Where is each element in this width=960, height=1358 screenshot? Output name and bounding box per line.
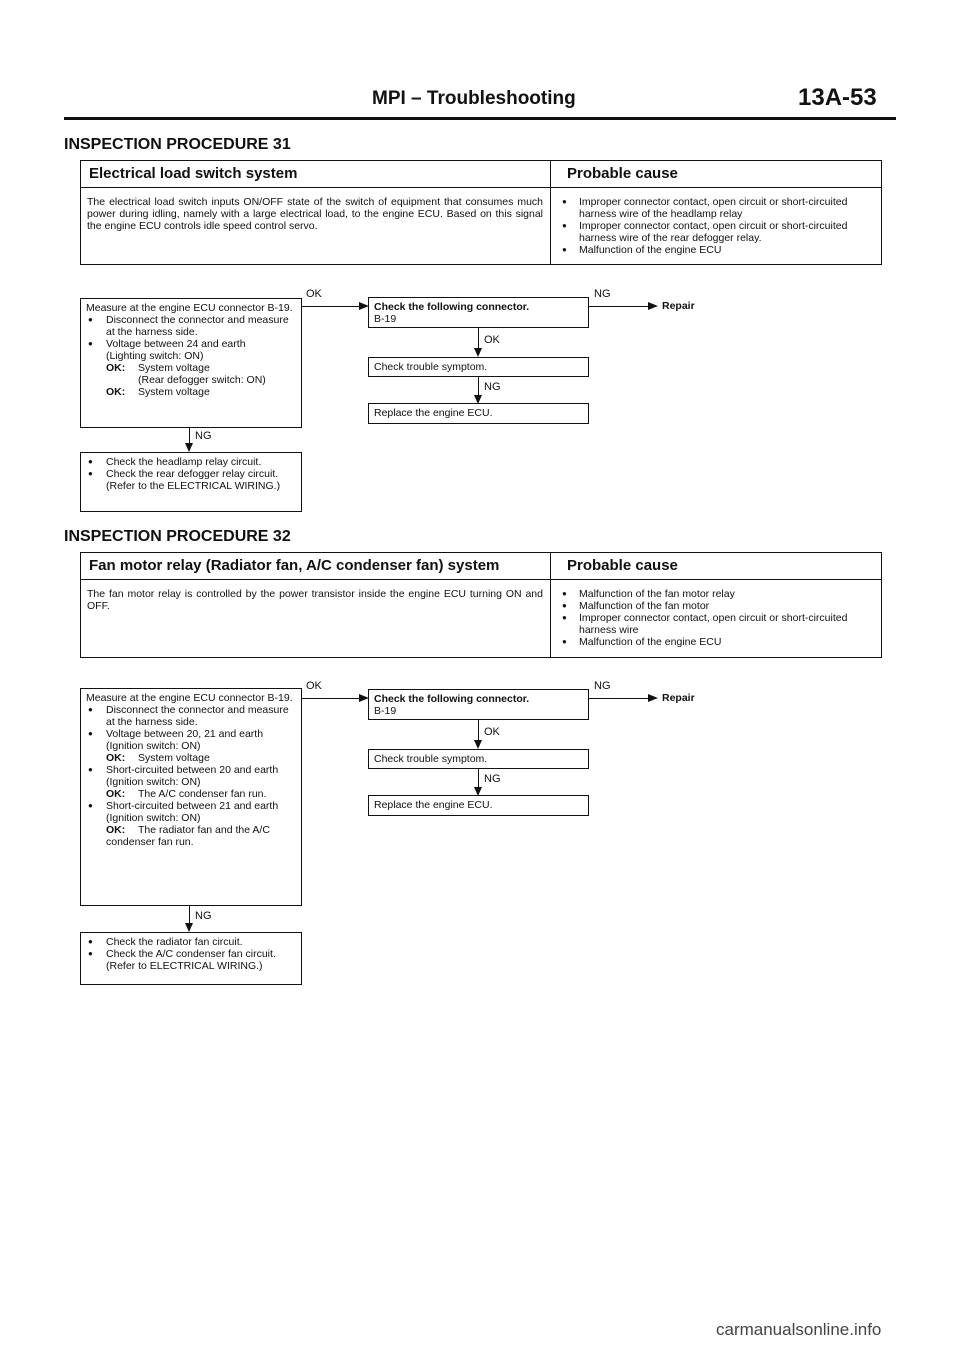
arrow-down-icon	[185, 923, 193, 932]
page-title: MPI – Troubleshooting	[372, 88, 576, 109]
arrow-right-icon	[648, 694, 658, 702]
connector-id: B-19	[374, 705, 397, 717]
ng-action: ● Check the headlamp relay circuit.	[86, 456, 296, 468]
flow-line	[302, 306, 360, 307]
ok-value: System voltage	[138, 386, 210, 398]
system-name: Electrical load switch system	[89, 165, 298, 182]
flow-line	[478, 328, 479, 350]
flow-ok-label: OK	[484, 334, 500, 346]
ok-label: OK:	[106, 824, 126, 836]
cause-item: ● Malfunction of the fan motor relay	[559, 588, 873, 600]
arrow-down-icon	[185, 443, 193, 452]
check-symptom-text: Check trouble symptom.	[374, 753, 488, 765]
replace-ecu-text: Replace the engine ECU.	[374, 407, 493, 419]
measure-box	[80, 688, 302, 906]
system-name: Fan motor relay (Radiator fan, A/C condenser fan) system	[89, 557, 500, 574]
flow-line	[478, 720, 479, 742]
cause-item: ● Improper connector contact, open circuit or short-circuited harness wire	[559, 612, 873, 636]
flow-ng-label: NG	[195, 910, 212, 922]
procedure-31-body-row	[80, 187, 882, 265]
flow-ok-label: OK	[484, 726, 500, 738]
connector-check-title: Check the following connector.	[374, 693, 530, 705]
page-code: 13A-53	[798, 84, 877, 111]
arrow-down-icon	[474, 740, 482, 749]
measure-intro: Measure at the engine ECU connector B-19.	[86, 692, 293, 704]
flow-line	[189, 428, 190, 444]
replace-ecu-text: Replace the engine ECU.	[374, 799, 493, 811]
connector-check-box	[368, 689, 589, 720]
flow-ok-label: OK	[306, 288, 322, 300]
measure-step: ● Disconnect the connector and measure at the harness side.	[86, 314, 296, 338]
probable-cause-list	[559, 196, 873, 256]
cause-item: ● Malfunction of the fan motor	[559, 600, 873, 612]
ok-label: OK:	[106, 362, 126, 374]
ng-action: ● Check the A/C condenser fan circuit. (Refer to ELECTRICAL WIRING.)	[86, 948, 296, 972]
ok-label: OK:	[106, 386, 126, 398]
repair-label: Repair	[662, 300, 695, 312]
probable-cause-heading: Probable cause	[567, 165, 678, 182]
check-symptom-box	[368, 357, 589, 377]
measure-step-text: Short-circuited between 20 and earth	[106, 764, 279, 776]
arrow-down-icon	[474, 348, 482, 357]
header-rule	[64, 117, 896, 120]
ng-action-box	[80, 932, 302, 985]
connector-id: B-19	[374, 313, 397, 325]
flow-line	[302, 698, 360, 699]
system-description: The fan motor relay is controlled by the power transistor inside the engine ECU turning ON and OFF.	[87, 588, 543, 612]
measure-intro: Measure at the engine ECU connector B-19.	[86, 302, 293, 314]
measure-step-text: Short-circuited between 21 and earth	[106, 800, 279, 812]
measure-step	[86, 800, 296, 848]
cause-item: ● Malfunction of the engine ECU	[559, 244, 873, 256]
ng-action: ● Check the rear defogger relay circuit. (Refer to the ELECTRICAL WIRING.)	[86, 468, 296, 492]
measure-step: ● Disconnect the connector and measure at the harness side.	[86, 704, 296, 728]
check-symptom-box	[368, 749, 589, 769]
ok-value: System voltage	[138, 362, 210, 374]
ng-action-box	[80, 452, 302, 512]
ok-value: The A/C condenser fan run.	[138, 788, 267, 800]
cause-item: ● Malfunction of the engine ECU	[559, 636, 873, 648]
connector-check-title: Check the following connector.	[374, 301, 530, 313]
probable-cause-list	[559, 588, 873, 648]
replace-ecu-box	[368, 403, 589, 424]
flow-ng-label: NG	[484, 381, 501, 393]
condition: (Ignition switch: ON)	[106, 740, 201, 752]
condition: (Rear defogger switch: ON)	[138, 374, 266, 386]
measure-step	[86, 764, 296, 800]
condition: (Ignition switch: ON)	[106, 776, 201, 788]
procedure-32-header-row	[80, 552, 882, 580]
measure-step	[86, 338, 296, 398]
condition: (Lighting switch: ON)	[106, 350, 204, 362]
replace-ecu-box	[368, 795, 589, 816]
system-description: The electrical load switch inputs ON/OFF state of the switch of equipment that consumes much power during idling, namely with a large electrical load, to the engine ECU. Based on this signal the engine ECU controls idle speed control servo.	[87, 196, 543, 232]
cause-item: ● Improper connector contact, open circuit or short-circuited harness wire of the rear defogger relay.	[559, 220, 873, 244]
ng-action: ● Check the radiator fan circuit.	[86, 936, 296, 948]
measure-step-text: Voltage between 20, 21 and earth	[106, 728, 264, 740]
measure-step	[86, 728, 296, 764]
ok-value: System voltage	[138, 752, 210, 764]
flow-ng-label: NG	[594, 288, 611, 300]
ok-label: OK:	[106, 752, 126, 764]
flow-ng-label: NG	[594, 680, 611, 692]
ok-label: OK:	[106, 788, 126, 800]
check-symptom-text: Check trouble symptom.	[374, 361, 488, 373]
procedure-31-header-row	[80, 160, 882, 188]
flow-ng-label: NG	[195, 430, 212, 442]
watermark: carmanualsonline.info	[716, 1320, 882, 1339]
repair-label: Repair	[662, 692, 695, 704]
arrow-right-icon	[648, 302, 658, 310]
cause-item: ● Improper connector contact, open circuit or short-circuited harness wire of the headlamp relay	[559, 196, 873, 220]
flow-ng-label: NG	[484, 773, 501, 785]
condition: (Ignition switch: ON)	[106, 812, 201, 824]
flow-ok-label: OK	[306, 680, 322, 692]
procedure-31-title: INSPECTION PROCEDURE 31	[64, 136, 291, 153]
flow-line	[189, 906, 190, 924]
procedure-32-body-row	[80, 579, 882, 658]
flow-line	[478, 377, 479, 397]
measure-step-text: Voltage between 24 and earth	[106, 338, 246, 350]
procedure-32-title: INSPECTION PROCEDURE 32	[64, 528, 291, 545]
measure-box	[80, 298, 302, 428]
flow-line	[589, 306, 649, 307]
ok-value: The radiator fan and the A/C condenser fan run.	[106, 824, 270, 848]
probable-cause-heading: Probable cause	[567, 557, 678, 574]
flow-line	[478, 769, 479, 789]
flow-line	[589, 698, 649, 699]
connector-check-box	[368, 297, 589, 328]
